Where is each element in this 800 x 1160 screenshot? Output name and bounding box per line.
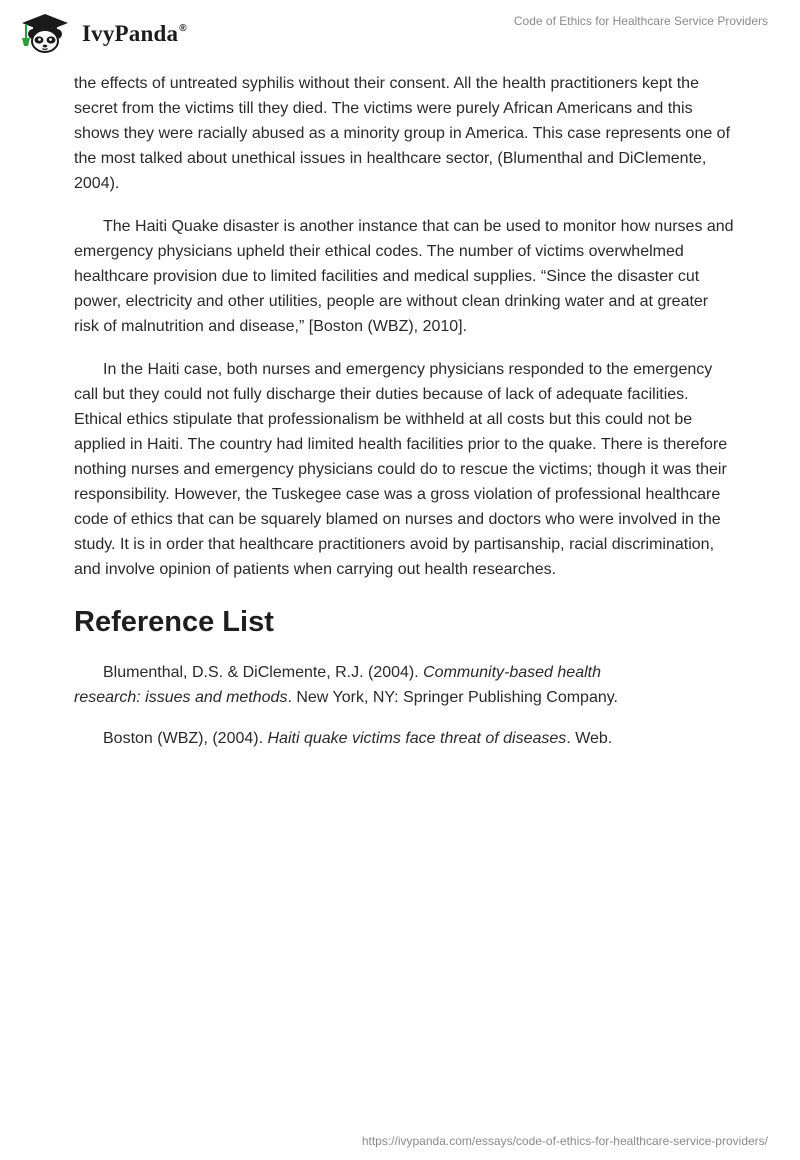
reference-list-heading: Reference List [74, 606, 274, 638]
brand-name: IvyPanda® [82, 21, 187, 46]
body-paragraph: In the Haiti case, both nurses and emergency physicians responded to the emergency call but they could not fully discharge their duties because of lack of adequate facilities. Ethical ethics stipulate that professionalism be withheld at all costs but this could not be applied in Haiti. The country had limited health facilities prior to the quake. There is therefore nothing nurses and emergency physicians could do to rescue the victims; though it was their responsibility. However, the Tuskegee case was a gross violation of professional healthcare code of ethics that can be squarely blamed on nurses and doctors who were involved in the study. It is in order that healthcare practitioners avoid by partisanship, racial discrimination, and involve opinion of patients when carrying out health researches. [74, 361, 728, 578]
body-paragraph: The Haiti Quake disaster is another instance that can be used to monitor how nurses and emergency physicians upheld their ethical codes. The number of victims overwhelmed healthcare provision due to limited facilities and medical supplies. “Since the disaster cut power, electricity and other utilities, people are without clean drinking water and at greater risk of malnutrition and disease,” [Boston (WBZ), 2010]. [74, 218, 734, 335]
page-header [0, 0, 800, 70]
document-title: Code of Ethics for Healthcare Service Providers [513, 14, 768, 28]
panda-graduate-icon [16, 12, 74, 54]
reference-authors: Blumenthal, D.S. & DiClemente, R.J. (2004). [103, 664, 424, 681]
source-url-link[interactable]: https://ivypanda.com/essays/code-of-ethics-for-healthcare-service-providers/ [361, 1134, 768, 1148]
reference-item [74, 726, 664, 751]
essay-content [74, 71, 734, 767]
ivypanda-logo[interactable] [16, 8, 187, 58]
reference-publisher: . Web. [566, 730, 613, 747]
reference-title: Community-based health research: issues and methods [74, 664, 601, 706]
reference-publisher: . New York, NY: Springer Publishing Company. [287, 689, 618, 706]
registered-mark: ® [179, 23, 187, 34]
reference-authors: Boston (WBZ), (2004). [103, 730, 268, 747]
reference-title: Haiti quake victims face threat of diseases [267, 730, 567, 747]
body-paragraph: the effects of untreated syphilis without their consent. All the health practitioners kept the secret from the victims till they died. The victims were purely African Americans and this shows they were racially abused as a minority group in America. This case represents one of the most talked about unethical issues in healthcare sector, (Blumenthal and DiClemente, 2004). [74, 75, 731, 192]
reference-item [74, 660, 664, 710]
